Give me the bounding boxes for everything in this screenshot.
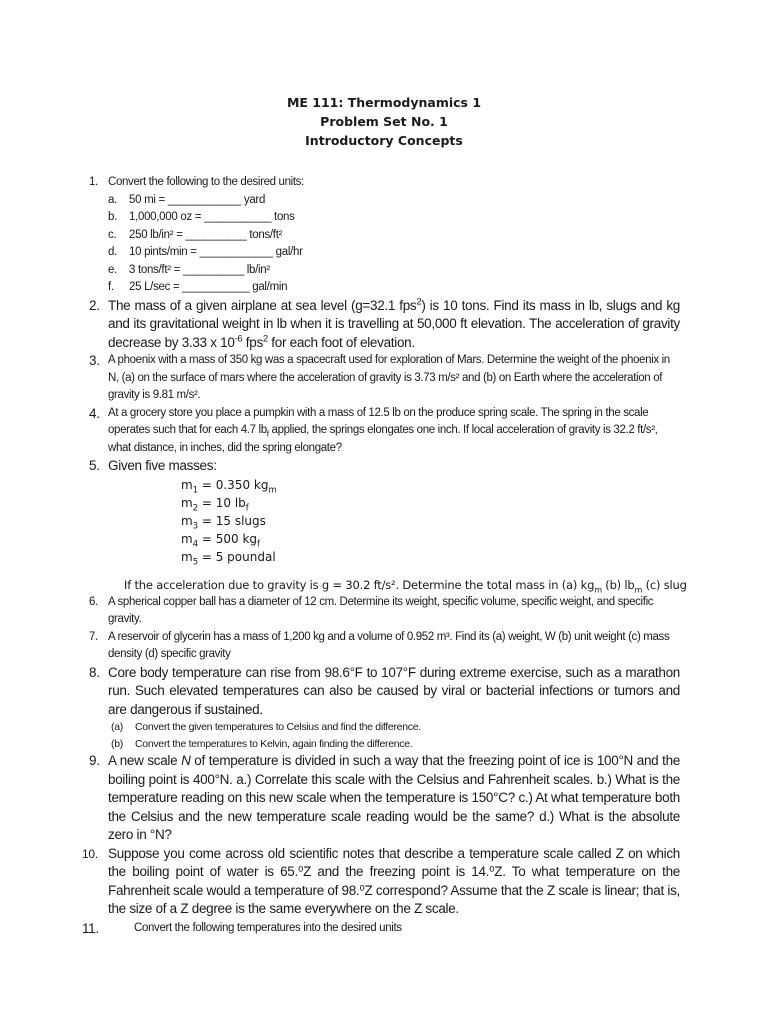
text-segment: of temperature is divided in such a way that the freezing point of ice is 100°N and the boiling point is 400°N. a.) Correlate this scale with the Celsius and Fahrenheit scales. b.) What is the temperature reading on this new scale when the temperature is 150°C? c.) At what temperature both the Celsius and the new temperature scale reading would be the same? d.) What is the absolute zero in °N?: [108, 753, 680, 842]
mass-label: m: [181, 549, 193, 564]
item-letter: d.: [108, 246, 117, 258]
problem-text: Given five masses:: [108, 458, 217, 473]
text-segment: for each foot of elevation.: [267, 334, 415, 350]
item-letter: (b): [111, 737, 123, 750]
topic-title: Introductory Concepts: [305, 133, 463, 148]
problem-8: [84, 664, 680, 753]
mass-item: [181, 512, 680, 530]
item-text: Convert the given temperatures to Celsius and find the difference.: [135, 721, 421, 733]
problem-text: Convert the following to the desired units:: [108, 176, 304, 188]
problem-text: Core body temperature can rise from 98.6°F to 107°F during extreme exercise, such as a marathon run. Such elevated temperatures can also be caused by viral or bacterial infections or tumors and are dangerous if sustained.: [108, 664, 680, 717]
problem-number: 2.: [89, 297, 100, 313]
problem-text: [108, 407, 658, 454]
problem-number: 5.: [89, 458, 100, 473]
superscript: 2: [416, 296, 422, 307]
problem-3: [84, 352, 680, 405]
item-letter: c.: [108, 228, 117, 241]
problem-6: [84, 594, 680, 629]
item-letter: a.: [108, 193, 117, 206]
problem-number: 4.: [89, 405, 100, 421]
mass-value: = 15 slugs: [198, 513, 266, 528]
list-item: [108, 209, 680, 227]
item-letter: f.: [108, 281, 114, 293]
text-segment: (c) slug: [642, 577, 687, 592]
item-letter: b.: [108, 211, 117, 223]
list-item: [108, 719, 680, 736]
mass-item: [181, 494, 680, 512]
mass-label: m: [181, 477, 193, 492]
problem-number: 10.: [82, 846, 98, 861]
text-segment: (b) lb: [601, 577, 635, 592]
problem-text: Convert the following temperatures into the desired units: [134, 921, 402, 934]
mass-label: m: [181, 513, 193, 528]
item-text: 50 mi = ____________ yard: [129, 193, 266, 206]
text-segment: ) is 10 tons. Find its mass in lb, slugs and kg and its gravitational weight in lb when it is travelling at 50,000 ft elevation. The acceleration of gravity decrease by 3.33 x 10: [108, 297, 680, 350]
item-letter: e.: [108, 263, 117, 276]
problem-set-title: Problem Set No. 1: [320, 114, 448, 129]
item-letter: (a): [111, 721, 123, 733]
problem-11: [84, 920, 680, 938]
problem-text: A phoenix with a mass of 350 kg was a spacecraft used for exploration of Mars. Determine the weight of the phoenix in N, (a) on the surface of mars where the acceleration of gravity is 3.73 m/s² and (b) on Earth where the acceleration of gravity is 9.81 m/s².: [108, 354, 670, 401]
item-text: Convert the temperatures to Kelvin, again finding the difference.: [135, 737, 413, 750]
problem-text: A reservoir of glycerin has a mass of 1,200 kg and a volume of 0.952 m³. Find its (a) weight, W (b) unit weight (c) mass density (d) specific gravity: [108, 630, 670, 660]
text-segment: At a grocery store you place a pumpkin with a mass of 12.5 lb on the produce spring scale. The spring in the scale operates such that for each 4.7 lb: [108, 406, 649, 436]
course-title: ME 111: Thermodynamics 1: [286, 95, 482, 110]
problem-4: [84, 405, 680, 458]
mass-value: = 500 kg: [198, 531, 258, 546]
list-item: [108, 227, 680, 245]
text-segment: fps: [242, 334, 263, 350]
problem-number: 7.: [89, 630, 98, 643]
list-item: [108, 244, 680, 262]
item-text: 250 lb/in² = __________ tons/ft²: [129, 228, 283, 241]
problem-text: [108, 753, 680, 842]
subscript: m: [634, 584, 643, 594]
problem-10: [84, 845, 680, 919]
problem-7: [84, 629, 680, 664]
list-item: [108, 192, 680, 210]
subscript: f: [245, 501, 249, 512]
document-header: [0, 93, 768, 150]
problem-5: [84, 457, 680, 476]
mass-label: m: [181, 495, 193, 510]
superscript: -6: [234, 333, 243, 344]
text-segment: A new scale: [108, 753, 182, 768]
problem-1: [84, 174, 680, 297]
item-text: 1,000,000 oz = ___________ tons: [129, 211, 295, 223]
mass-label: m: [181, 531, 193, 546]
problem-number: 6.: [89, 595, 98, 608]
problem-number: 3.: [89, 353, 100, 368]
gravity-note: [84, 576, 687, 594]
problem-9: [84, 752, 680, 845]
conversion-list: [108, 192, 680, 297]
subscript: 4: [192, 537, 199, 548]
subscript: 5: [192, 555, 199, 566]
text-segment: applied, the springs elongates one inch. If local acceleration of gravity is 32.2 ft/s², what distance, in inches, did the spring elongate?: [108, 424, 658, 454]
item-text: 25 L/sec = ___________ gal/min: [129, 281, 288, 293]
item-text: 3 tons/ft² = __________ lb/in²: [129, 263, 270, 276]
mass-item: [181, 530, 680, 548]
list-item: [108, 736, 680, 753]
problem-text: [108, 298, 680, 350]
superscript: 2: [262, 333, 268, 344]
mass-value: = 10 lb: [198, 495, 246, 510]
subscript: f: [257, 537, 260, 548]
problem-number: 11.: [82, 920, 99, 936]
subscript: m: [268, 483, 277, 494]
subscript: f: [266, 429, 269, 439]
mass-list: [84, 476, 680, 566]
problem-list: [82, 174, 687, 937]
problem-2: [84, 297, 680, 353]
italic-text: N: [181, 753, 191, 768]
subscript: 1: [192, 483, 199, 494]
mass-value: = 0.350 kg: [198, 477, 269, 492]
subscript: m: [594, 584, 602, 594]
problem-text: Suppose you come across old scientific notes that describe a temperature scale called Z on which the boiling point of water is 65.⁰Z and the freezing point is 14.⁰Z. To what temperature on the Fahrenheit scale would a temperature of 98.⁰Z correspond? Assume that the Z scale is linear; that is, the size of a Z degree is the same everywhere on the Z scale.: [108, 845, 680, 916]
text-segment: The mass of a given airplane at sea level (g=32.1 fps: [108, 297, 417, 313]
list-item: [108, 262, 680, 280]
list-item: [108, 279, 680, 297]
mass-item: [181, 476, 680, 494]
item-text: 10 pints/min = ____________ gal/hr: [129, 246, 303, 258]
subscript: 2: [192, 501, 199, 512]
problem-number: 8.: [89, 664, 100, 680]
sub-question-list: [108, 719, 680, 752]
mass-item: [181, 548, 680, 566]
mass-value: = 5 poundal: [198, 549, 276, 564]
subscript: 3: [192, 519, 199, 530]
problem-number: 9.: [89, 753, 100, 768]
problem-number: 1.: [89, 176, 98, 188]
text-segment: If the acceleration due to gravity is g = 30.2 ft/s². Determine the total mass in (a) kg: [124, 577, 595, 592]
problem-text: A spherical copper ball has a diameter of 12 cm. Determine its weight, specific volume, specific weight, and specific gravity.: [108, 595, 654, 625]
